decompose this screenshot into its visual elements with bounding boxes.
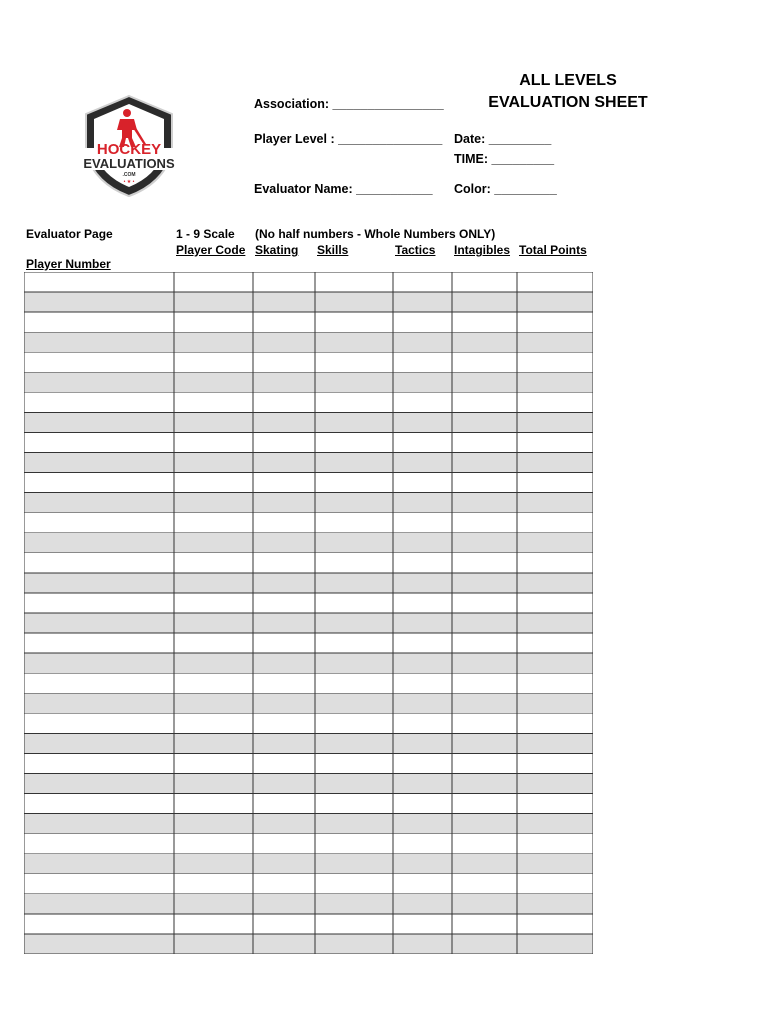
- logo-line2: EVALUATIONS: [83, 156, 175, 171]
- table-cell[interactable]: [452, 713, 517, 733]
- table-cell[interactable]: [517, 753, 593, 773]
- table-cell[interactable]: [452, 934, 517, 954]
- table-cell[interactable]: [253, 854, 315, 874]
- table-cell[interactable]: [393, 352, 452, 372]
- table-cell[interactable]: [315, 753, 393, 773]
- table-cell[interactable]: [253, 894, 315, 914]
- table-cell[interactable]: [174, 312, 253, 332]
- star-icons: • ★ •: [123, 179, 135, 185]
- table-cell[interactable]: [517, 773, 593, 793]
- header-skills: Skills: [317, 243, 349, 257]
- table-cell[interactable]: [315, 834, 393, 854]
- table-row: [24, 633, 593, 653]
- table-cell[interactable]: [393, 493, 452, 513]
- table-cell[interactable]: [174, 372, 253, 392]
- table-cell[interactable]: [315, 673, 393, 693]
- table-cell[interactable]: [24, 412, 174, 432]
- logo-line1: HOCKEY: [96, 141, 162, 158]
- table-cell[interactable]: [174, 412, 253, 432]
- table-cell[interactable]: [393, 633, 452, 653]
- table-cell[interactable]: [452, 453, 517, 473]
- table-cell[interactable]: [253, 432, 315, 452]
- table-cell[interactable]: [393, 453, 452, 473]
- table-cell[interactable]: [315, 613, 393, 633]
- table-cell[interactable]: [253, 794, 315, 814]
- table-cell[interactable]: [24, 332, 174, 352]
- table-cell[interactable]: [517, 693, 593, 713]
- scale-label: 1 - 9 Scale: [176, 227, 235, 241]
- table-row: [24, 693, 593, 713]
- table-cell[interactable]: [174, 613, 253, 633]
- table-cell[interactable]: [315, 874, 393, 894]
- table-cell[interactable]: [393, 673, 452, 693]
- table-cell[interactable]: [452, 633, 517, 653]
- color-field[interactable]: Color: _________: [454, 182, 557, 196]
- table-cell[interactable]: [452, 613, 517, 633]
- table-cell[interactable]: [517, 553, 593, 573]
- table-cell[interactable]: [253, 272, 315, 292]
- title-line2: EVALUATION SHEET: [488, 94, 648, 111]
- table-cell[interactable]: [24, 272, 174, 292]
- table-cell[interactable]: [393, 533, 452, 553]
- table-cell[interactable]: [393, 773, 452, 793]
- table-row: [24, 733, 593, 753]
- table-cell[interactable]: [174, 934, 253, 954]
- table-cell[interactable]: [174, 794, 253, 814]
- table-cell[interactable]: [174, 713, 253, 733]
- table-row: [24, 673, 593, 693]
- table-cell[interactable]: [393, 693, 452, 713]
- table-row: [24, 934, 593, 954]
- table-cell[interactable]: [253, 332, 315, 352]
- table-cell[interactable]: [24, 372, 174, 392]
- table-cell[interactable]: [253, 834, 315, 854]
- table-cell[interactable]: [253, 392, 315, 412]
- table-cell[interactable]: [174, 653, 253, 673]
- table-cell[interactable]: [315, 593, 393, 613]
- table-cell[interactable]: [517, 593, 593, 613]
- table-cell[interactable]: [174, 773, 253, 793]
- table-cell[interactable]: [174, 553, 253, 573]
- table-row: [24, 814, 593, 834]
- header-tactics: Tactics: [395, 243, 436, 257]
- table-row: [24, 914, 593, 934]
- table-row: [24, 513, 593, 533]
- table-cell[interactable]: [452, 753, 517, 773]
- table-row: [24, 412, 593, 432]
- table-cell[interactable]: [452, 533, 517, 553]
- table-cell[interactable]: [393, 392, 452, 412]
- table-cell[interactable]: [315, 513, 393, 533]
- table-cell[interactable]: [174, 292, 253, 312]
- table-cell[interactable]: [452, 352, 517, 372]
- table-cell[interactable]: [253, 513, 315, 533]
- table-cell[interactable]: [452, 593, 517, 613]
- table-cell[interactable]: [174, 513, 253, 533]
- table-cell[interactable]: [452, 673, 517, 693]
- table-cell[interactable]: [253, 453, 315, 473]
- table-cell[interactable]: [253, 693, 315, 713]
- evaluation-grid: [24, 272, 593, 954]
- table-cell[interactable]: [315, 653, 393, 673]
- table-cell[interactable]: [517, 874, 593, 894]
- table-cell[interactable]: [24, 493, 174, 513]
- table-cell[interactable]: [393, 934, 452, 954]
- table-cell[interactable]: [24, 553, 174, 573]
- table-cell[interactable]: [174, 854, 253, 874]
- table-cell[interactable]: [24, 713, 174, 733]
- table-cell[interactable]: [452, 914, 517, 934]
- table-cell[interactable]: [452, 653, 517, 673]
- table-cell[interactable]: [393, 332, 452, 352]
- table-cell[interactable]: [393, 573, 452, 593]
- table-cell[interactable]: [315, 773, 393, 793]
- table-cell[interactable]: [174, 573, 253, 593]
- table-cell[interactable]: [315, 693, 393, 713]
- table-cell[interactable]: [452, 874, 517, 894]
- header-player-code: Player Code: [176, 243, 246, 257]
- table-cell[interactable]: [315, 272, 393, 292]
- date-field[interactable]: Date: _________: [454, 132, 552, 146]
- table-row: [24, 573, 593, 593]
- table-cell[interactable]: [253, 352, 315, 372]
- table-cell[interactable]: [452, 412, 517, 432]
- table-cell[interactable]: [253, 934, 315, 954]
- table-cell[interactable]: [452, 894, 517, 914]
- table-cell[interactable]: [517, 533, 593, 553]
- table-cell[interactable]: [24, 392, 174, 412]
- table-cell[interactable]: [452, 292, 517, 312]
- table-cell[interactable]: [24, 773, 174, 793]
- table-cell[interactable]: [24, 613, 174, 633]
- table-cell[interactable]: [452, 332, 517, 352]
- title-line1: ALL LEVELS: [519, 72, 617, 89]
- table-cell[interactable]: [174, 834, 253, 854]
- table-cell[interactable]: [517, 473, 593, 493]
- table-row: [24, 453, 593, 473]
- table-cell[interactable]: [517, 794, 593, 814]
- table-cell[interactable]: [174, 633, 253, 653]
- table-cell[interactable]: [452, 312, 517, 332]
- table-cell[interactable]: [253, 713, 315, 733]
- time-field[interactable]: TIME: _________: [454, 152, 555, 166]
- table-cell[interactable]: [517, 412, 593, 432]
- table-cell[interactable]: [24, 834, 174, 854]
- table-cell[interactable]: [517, 372, 593, 392]
- hockey-evaluations-logo: [66, 92, 192, 198]
- table-cell[interactable]: [24, 894, 174, 914]
- table-cell[interactable]: [517, 934, 593, 954]
- table-cell[interactable]: [253, 773, 315, 793]
- table-cell[interactable]: [24, 814, 174, 834]
- table-cell[interactable]: [174, 693, 253, 713]
- table-row: [24, 392, 593, 412]
- table-cell[interactable]: [452, 513, 517, 533]
- table-cell[interactable]: [315, 493, 393, 513]
- table-cell[interactable]: [253, 312, 315, 332]
- table-cell[interactable]: [315, 533, 393, 553]
- table-cell[interactable]: [517, 914, 593, 934]
- table-cell[interactable]: [393, 593, 452, 613]
- table-cell[interactable]: [174, 814, 253, 834]
- table-cell[interactable]: [24, 312, 174, 332]
- table-cell[interactable]: [253, 733, 315, 753]
- table-cell[interactable]: [24, 533, 174, 553]
- table-cell[interactable]: [174, 914, 253, 934]
- table-cell[interactable]: [174, 272, 253, 292]
- table-cell[interactable]: [517, 713, 593, 733]
- table-cell[interactable]: [315, 713, 393, 733]
- table-cell[interactable]: [517, 814, 593, 834]
- table-cell[interactable]: [24, 352, 174, 372]
- table-cell[interactable]: [174, 352, 253, 372]
- evaluator-page-label: Evaluator Page: [26, 227, 113, 241]
- table-cell[interactable]: [315, 894, 393, 914]
- header-skating: Skating: [255, 243, 299, 257]
- table-cell[interactable]: [452, 372, 517, 392]
- table-cell[interactable]: [517, 834, 593, 854]
- table-cell[interactable]: [253, 593, 315, 613]
- table-cell[interactable]: [393, 914, 452, 934]
- table-row: [24, 773, 593, 793]
- table-cell[interactable]: [253, 633, 315, 653]
- table-cell[interactable]: [253, 493, 315, 513]
- table-cell[interactable]: [315, 633, 393, 653]
- table-row: [24, 613, 593, 633]
- table-cell[interactable]: [24, 693, 174, 713]
- table-row: [24, 372, 593, 392]
- table-cell[interactable]: [315, 372, 393, 392]
- table-cell[interactable]: [315, 432, 393, 452]
- table-row: [24, 332, 593, 352]
- table-row: [24, 894, 593, 914]
- table-cell[interactable]: [315, 794, 393, 814]
- table-cell[interactable]: [174, 673, 253, 693]
- table-cell[interactable]: [174, 753, 253, 773]
- table-cell[interactable]: [517, 432, 593, 452]
- table-cell[interactable]: [24, 874, 174, 894]
- table-cell[interactable]: [24, 432, 174, 452]
- table-cell[interactable]: [452, 493, 517, 513]
- table-cell[interactable]: [393, 653, 452, 673]
- table-cell[interactable]: [253, 673, 315, 693]
- table-cell[interactable]: [452, 693, 517, 713]
- table-cell[interactable]: [24, 593, 174, 613]
- table-cell[interactable]: [517, 633, 593, 653]
- table-cell[interactable]: [315, 573, 393, 593]
- table-cell[interactable]: [174, 332, 253, 352]
- table-cell[interactable]: [393, 292, 452, 312]
- table-cell[interactable]: [174, 733, 253, 753]
- table-cell[interactable]: [517, 493, 593, 513]
- table-cell[interactable]: [24, 934, 174, 954]
- table-cell[interactable]: [253, 533, 315, 553]
- table-row: [24, 493, 593, 513]
- header-total-points: Total Points: [519, 243, 587, 257]
- table-cell[interactable]: [393, 834, 452, 854]
- table-cell[interactable]: [517, 453, 593, 473]
- table-cell[interactable]: [393, 794, 452, 814]
- table-cell[interactable]: [24, 753, 174, 773]
- table-cell[interactable]: [24, 292, 174, 312]
- table-cell[interactable]: [253, 914, 315, 934]
- table-cell[interactable]: [517, 312, 593, 332]
- player-level-field[interactable]: Player Level : _______________: [254, 132, 443, 146]
- table-cell[interactable]: [253, 814, 315, 834]
- table-cell[interactable]: [393, 874, 452, 894]
- table-cell[interactable]: [517, 613, 593, 633]
- table-cell[interactable]: [174, 894, 253, 914]
- table-row: [24, 874, 593, 894]
- evaluator-name-field[interactable]: Evaluator Name: ___________: [254, 182, 433, 196]
- table-cell[interactable]: [174, 432, 253, 452]
- table-cell[interactable]: [393, 312, 452, 332]
- table-cell[interactable]: [452, 834, 517, 854]
- table-cell[interactable]: [174, 473, 253, 493]
- table-cell[interactable]: [315, 854, 393, 874]
- table-row: [24, 834, 593, 854]
- table-cell[interactable]: [315, 453, 393, 473]
- table-cell[interactable]: [174, 874, 253, 894]
- table-cell[interactable]: [517, 352, 593, 372]
- table-cell[interactable]: [253, 653, 315, 673]
- table-cell[interactable]: [452, 553, 517, 573]
- table-cell[interactable]: [393, 432, 452, 452]
- table-cell[interactable]: [315, 553, 393, 573]
- table-cell[interactable]: [253, 874, 315, 894]
- association-field[interactable]: Association: ________________: [254, 97, 444, 111]
- logo-line3: .COM: [122, 172, 136, 178]
- table-cell[interactable]: [393, 894, 452, 914]
- table-cell[interactable]: [393, 412, 452, 432]
- table-cell[interactable]: [24, 633, 174, 653]
- table-cell[interactable]: [253, 412, 315, 432]
- table-cell[interactable]: [24, 733, 174, 753]
- table-cell[interactable]: [315, 914, 393, 934]
- table-cell[interactable]: [174, 533, 253, 553]
- table-cell[interactable]: [253, 573, 315, 593]
- table-cell[interactable]: [452, 854, 517, 874]
- table-cell[interactable]: [393, 613, 452, 633]
- table-cell[interactable]: [253, 553, 315, 573]
- table-cell[interactable]: [393, 272, 452, 292]
- table-cell[interactable]: [517, 392, 593, 412]
- table-cell[interactable]: [174, 493, 253, 513]
- table-cell[interactable]: [393, 473, 452, 493]
- table-row: [24, 794, 593, 814]
- table-row: [24, 713, 593, 733]
- table-cell[interactable]: [393, 553, 452, 573]
- table-cell[interactable]: [452, 432, 517, 452]
- table-cell[interactable]: [24, 794, 174, 814]
- table-cell[interactable]: [253, 613, 315, 633]
- table-cell[interactable]: [517, 292, 593, 312]
- table-cell[interactable]: [24, 473, 174, 493]
- table-cell[interactable]: [253, 292, 315, 312]
- table-cell[interactable]: [393, 733, 452, 753]
- table-cell[interactable]: [24, 653, 174, 673]
- table-cell[interactable]: [517, 573, 593, 593]
- table-row: [24, 753, 593, 773]
- player-number-header: Player Number: [26, 257, 111, 271]
- table-cell[interactable]: [517, 332, 593, 352]
- table-cell[interactable]: [24, 854, 174, 874]
- table-cell[interactable]: [452, 272, 517, 292]
- table-row: [24, 553, 593, 573]
- table-cell[interactable]: [452, 794, 517, 814]
- table-cell[interactable]: [393, 513, 452, 533]
- table-cell[interactable]: [253, 372, 315, 392]
- table-cell[interactable]: [393, 854, 452, 874]
- table-cell[interactable]: [174, 392, 253, 412]
- table-cell[interactable]: [452, 733, 517, 753]
- table-cell[interactable]: [452, 473, 517, 493]
- table-row: [24, 292, 593, 312]
- table-cell[interactable]: [315, 473, 393, 493]
- table-cell[interactable]: [174, 593, 253, 613]
- table-cell[interactable]: [517, 513, 593, 533]
- table-cell[interactable]: [253, 753, 315, 773]
- scale-note: (No half numbers - Whole Numbers ONLY): [255, 227, 496, 241]
- table-cell[interactable]: [315, 412, 393, 432]
- table-cell[interactable]: [452, 573, 517, 593]
- table-row: [24, 312, 593, 332]
- table-row: [24, 473, 593, 493]
- table-cell[interactable]: [253, 473, 315, 493]
- table-cell[interactable]: [517, 673, 593, 693]
- table-row: [24, 653, 593, 673]
- table-cell[interactable]: [24, 513, 174, 533]
- table-cell[interactable]: [174, 453, 253, 473]
- table-cell[interactable]: [517, 894, 593, 914]
- table-cell[interactable]: [315, 934, 393, 954]
- table-cell[interactable]: [315, 312, 393, 332]
- table-cell[interactable]: [393, 372, 452, 392]
- table-cell[interactable]: [393, 713, 452, 733]
- table-cell[interactable]: [517, 653, 593, 673]
- header-intagibles: Intagibles: [454, 243, 511, 257]
- table-cell[interactable]: [24, 453, 174, 473]
- table-cell[interactable]: [24, 914, 174, 934]
- table-row: [24, 593, 593, 613]
- table-cell[interactable]: [315, 352, 393, 372]
- table-cell[interactable]: [315, 292, 393, 312]
- table-cell[interactable]: [393, 814, 452, 834]
- table-cell[interactable]: [315, 814, 393, 834]
- table-cell[interactable]: [452, 814, 517, 834]
- table-row: [24, 533, 593, 553]
- table-cell[interactable]: [315, 332, 393, 352]
- table-row: [24, 272, 593, 292]
- table-cell[interactable]: [517, 854, 593, 874]
- table-row: [24, 854, 593, 874]
- table-cell[interactable]: [24, 573, 174, 593]
- table-row: [24, 432, 593, 452]
- table-row: [24, 352, 593, 372]
- table-cell[interactable]: [315, 733, 393, 753]
- table-cell[interactable]: [452, 773, 517, 793]
- table-cell[interactable]: [315, 392, 393, 412]
- table-cell[interactable]: [24, 673, 174, 693]
- table-cell[interactable]: [517, 733, 593, 753]
- table-cell[interactable]: [452, 392, 517, 412]
- table-cell[interactable]: [517, 272, 593, 292]
- table-cell[interactable]: [393, 753, 452, 773]
